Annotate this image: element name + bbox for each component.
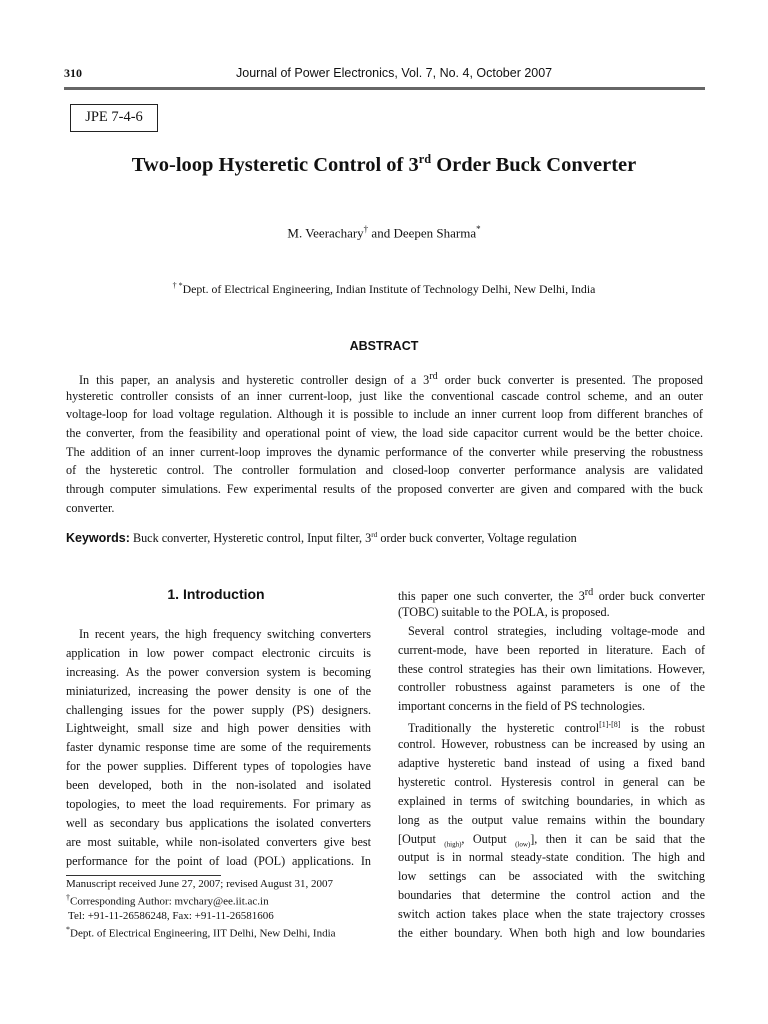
abstract-line: The addition of an inner current-loop improves the dynamic performance of the converter while preserving the robustness — [66, 444, 703, 459]
author-1: M. Veerachary — [287, 225, 364, 241]
text-line: control. However, robustness can be increased by using an — [398, 737, 705, 752]
footnote-phone: Tel: +91-11-26586248, Fax: +91-11-26581606 — [68, 910, 274, 923]
paper-id-box: JPE 7-4-6 — [70, 104, 158, 132]
text-line: performance for the point of load (POL) applications. In — [66, 853, 371, 868]
abstract-line: the converter, from the feasibility and operational point of view, the load side capacitor current would be the better choice. — [66, 426, 703, 441]
keywords: Keywords: Buck converter, Hysteretic control, Input filter, 3rd order buck converter, Voltage regulation — [66, 529, 577, 545]
right-column-text — [398, 584, 705, 943]
abstract-body — [66, 368, 703, 518]
text-line: these control strategies has their own limitations. However, — [398, 661, 705, 676]
keywords-label: Keywords: — [66, 531, 130, 545]
text-line: [Output $_{(high)}$, Output $_{(low)}$], then it can be said that the — [398, 831, 705, 849]
abstract-line: In this paper, an analysis and hysteretic controller design of a 3rd order buck converter is presented. The proposed — [79, 371, 703, 388]
citation-ref: [1]-[8] — [599, 720, 621, 730]
text-line: controller robustness against parameters is one of the — [398, 680, 705, 695]
text-line: hysteretic control. Hysteresis control in general can be — [398, 774, 705, 789]
abstract-line: hysteretic controller consists of an inner current-loop, just like the conventional cascade control scheme, and an outer — [66, 388, 703, 403]
footnote-corresponding: †Corresponding Author: mvchary@ee.iit.ac.in — [66, 893, 269, 908]
text-line: important concerns in the field of PS technologies. — [398, 699, 646, 714]
abstract-heading: ABSTRACT — [349, 339, 419, 353]
text-line: well as secondary bus applications the isolated converters — [66, 815, 371, 830]
section-heading-introduction: 1. Introduction — [167, 586, 265, 602]
paper-title: Two-loop Hysteretic Control of 3rd Order Buck Converter — [131, 152, 637, 176]
text-line: this paper one such converter, the 3rd order buck converter — [398, 587, 705, 604]
text-line: Lightweight, small size and high power densities with — [66, 721, 371, 736]
text-line: (TOBC) suitable to the POLA, is proposed. — [398, 604, 610, 619]
text-line: low settings can be associated with the switching — [398, 869, 705, 884]
text-line: are most suitable, while non-isolated converters give best — [66, 834, 371, 849]
abstract-line: of the hysteretic control. The controller formulation and closed-loop converter performance analysis are validated — [66, 463, 703, 478]
affiliation: † *Dept. of Electrical Engineering, Indian Institute of Technology Delhi, New Delhi, India — [172, 281, 596, 296]
text-line: application in low power compact electronic circuits is — [66, 645, 371, 660]
text-line: output is in normal steady-state condition. The high and — [398, 850, 705, 865]
text-line: current-mode, have been reported in literature. Each of — [398, 642, 705, 657]
abstract-line: converter. — [66, 500, 115, 515]
text-line: faster dynamic response time are some of the requirements — [66, 740, 371, 755]
intro-paragraph — [66, 625, 371, 871]
text-line: explained in terms of switching boundaries, in which as — [398, 793, 705, 808]
text-line: Traditionally the hysteretic control[1]-[8] is the robust — [408, 720, 705, 736]
footnote-received: Manuscript received June 27, 2007; revised August 31, 2007 — [66, 878, 334, 890]
text-line: switch action takes place when the state trajectory crosses — [398, 907, 705, 922]
header-rule — [64, 87, 705, 90]
text-line: the either boundary. When both high and low boundaries — [398, 926, 705, 941]
footnote-rule — [66, 875, 221, 876]
text-line: miniaturized, increasing the power density is one of the — [66, 683, 371, 698]
abstract-line: through computer simulations. Few experimental results of the proposed converter are given and compared with the buck — [66, 482, 703, 497]
text-line: been developed, both in the non-isolated and isolated — [66, 778, 371, 793]
text-line: for the power supplies. Different types of topologies have — [66, 759, 371, 774]
page-number: 310 — [64, 66, 82, 80]
text-line: challenging issues for the power supply (PS) designers. — [66, 702, 371, 717]
abstract-line: voltage-loop for load voltage regulation. Although it is possible to include an inner current loop from different branches of — [66, 407, 703, 422]
author-list: M. Veerachary† and Deepen Sharma* — [287, 224, 481, 241]
journal-header: Journal of Power Electronics, Vol. 7, No. 4, October 2007 — [236, 66, 553, 80]
text-line: Several control strategies, including voltage-mode and — [408, 623, 705, 638]
text-line: In recent years, the high frequency switching converters — [79, 627, 371, 641]
text-line: long as the output value remains within the boundary — [398, 812, 705, 827]
text-line: topologies, to meet the load requirements. For primary as — [66, 797, 371, 812]
text-line: increasing. As the power conversion system is becoming — [66, 664, 371, 679]
footnote-department: *Dept. of Electrical Engineering, IIT Delhi, New Delhi, India — [66, 925, 336, 940]
text-line: boundaries that determine the control action and the — [398, 888, 705, 903]
text-line: adaptive hysteretic band instead of using a fixed band — [398, 756, 705, 771]
footnotes — [66, 877, 376, 941]
